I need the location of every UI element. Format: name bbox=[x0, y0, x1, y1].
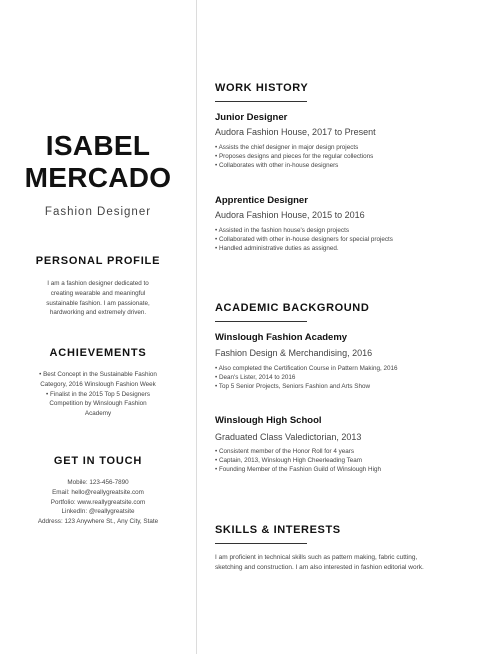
work-history-heading: WORK HISTORY bbox=[215, 82, 309, 94]
academic-divider bbox=[215, 321, 307, 322]
last-name: MERCADO bbox=[24, 162, 172, 193]
achievement-line: Competition by Winslough Fashion bbox=[49, 400, 147, 408]
profile-line: hardworking and extremely driven. bbox=[49, 309, 147, 317]
school-name-1: Winslough Fashion Academy bbox=[215, 332, 348, 343]
personal-profile-text bbox=[24, 279, 172, 318]
job-title-1: Junior Designer bbox=[215, 112, 288, 123]
skills-line: I am proficient in technical skills such as pattern making, fabric cutting, bbox=[215, 554, 418, 561]
job-bullets-2 bbox=[215, 226, 475, 253]
profile-line: I am a fashion designer dedicated to bbox=[47, 280, 149, 287]
achievement-line: Academy bbox=[84, 410, 112, 418]
achievement-line: • Finalist in the 2015 Top 5 Designers bbox=[46, 390, 150, 398]
school-bullet: • Also completed the Certification Course in Pattern Making, 2016 bbox=[215, 365, 398, 372]
school-degree-2: Graduated Class Valedictorian, 2013 bbox=[215, 432, 362, 442]
achievements-heading: ACHIEVEMENTS bbox=[49, 347, 147, 359]
contact-linkedin: LinkedIn: @reallygreatsite bbox=[61, 508, 135, 516]
job-bullet: • Assisted in the fashion house's design projects bbox=[215, 227, 349, 234]
contact-heading: GET IN TOUCH bbox=[53, 455, 143, 467]
school-bullet: • Top 5 Senior Projects, Seniors Fashion and Arts Show bbox=[215, 383, 371, 390]
school-name-2: Winslough High School bbox=[215, 415, 322, 426]
job-bullet: • Proposes designs and pieces for the regular collections bbox=[215, 153, 374, 160]
skills-divider bbox=[215, 543, 307, 544]
job-bullet: • Handled administrative duties as assigned. bbox=[215, 245, 339, 252]
school-bullets-2 bbox=[215, 447, 475, 474]
work-history-divider bbox=[215, 101, 307, 102]
personal-profile-heading: PERSONAL PROFILE bbox=[35, 255, 161, 267]
academic-heading: ACADEMIC BACKGROUND bbox=[215, 302, 370, 314]
job-title: Fashion Designer bbox=[44, 206, 152, 218]
profile-line: sustainable fashion. I am passionate, bbox=[46, 299, 150, 307]
job-bullets-1 bbox=[215, 143, 475, 170]
school-bullet: • Consistent member of the Honor Roll for 4 years bbox=[215, 448, 355, 455]
achievements-text bbox=[24, 370, 172, 419]
profile-line: creating wearable and meaningful bbox=[50, 289, 146, 297]
contact-email: Email: hello@reallygreatsite.com bbox=[52, 488, 144, 496]
job-title-2: Apprentice Designer bbox=[215, 195, 308, 206]
job-employer-2: Audora Fashion House, 2015 to 2016 bbox=[215, 210, 365, 220]
contact-details bbox=[16, 478, 180, 527]
contact-address: Address: 123 Anywhere St., Any City, State bbox=[37, 518, 159, 526]
skills-heading: SKILLS & INTERESTS bbox=[215, 524, 341, 536]
candidate-name bbox=[0, 130, 196, 194]
school-bullet: • Founding Member of the Fashion Guild of Winslough High bbox=[215, 466, 382, 473]
contact-mobile: Mobile: 123-456-7890 bbox=[67, 479, 129, 486]
job-bullet: • Assists the chief designer in major design projects bbox=[215, 144, 359, 151]
school-bullet: • Captain, 2013, Winslough High Cheerleading Team bbox=[215, 457, 363, 464]
sidebar bbox=[0, 0, 197, 654]
job-employer-1: Audora Fashion House, 2017 to Present bbox=[215, 127, 376, 137]
first-name: ISABEL bbox=[45, 130, 151, 161]
school-bullet: • Dean's Lister, 2014 to 2016 bbox=[215, 374, 296, 381]
achievement-line: Category, 2016 Winslough Fashion Week bbox=[40, 380, 156, 388]
job-bullet: • Collaborated with other in-house designers for special projects bbox=[215, 236, 393, 243]
skills-text bbox=[215, 553, 475, 573]
school-degree-1: Fashion Design & Merchandising, 2016 bbox=[215, 348, 373, 358]
contact-portfolio: Portfolio: www.reallygreatsite.com bbox=[50, 498, 146, 506]
job-bullet: • Collaborates with other in-house designers bbox=[215, 162, 339, 169]
skills-line: sketching and construction. I am also interested in fashion editorial work. bbox=[215, 564, 424, 571]
achievement-line: • Best Concept in the Sustainable Fashion bbox=[39, 371, 157, 378]
school-bullets-1 bbox=[215, 364, 475, 391]
